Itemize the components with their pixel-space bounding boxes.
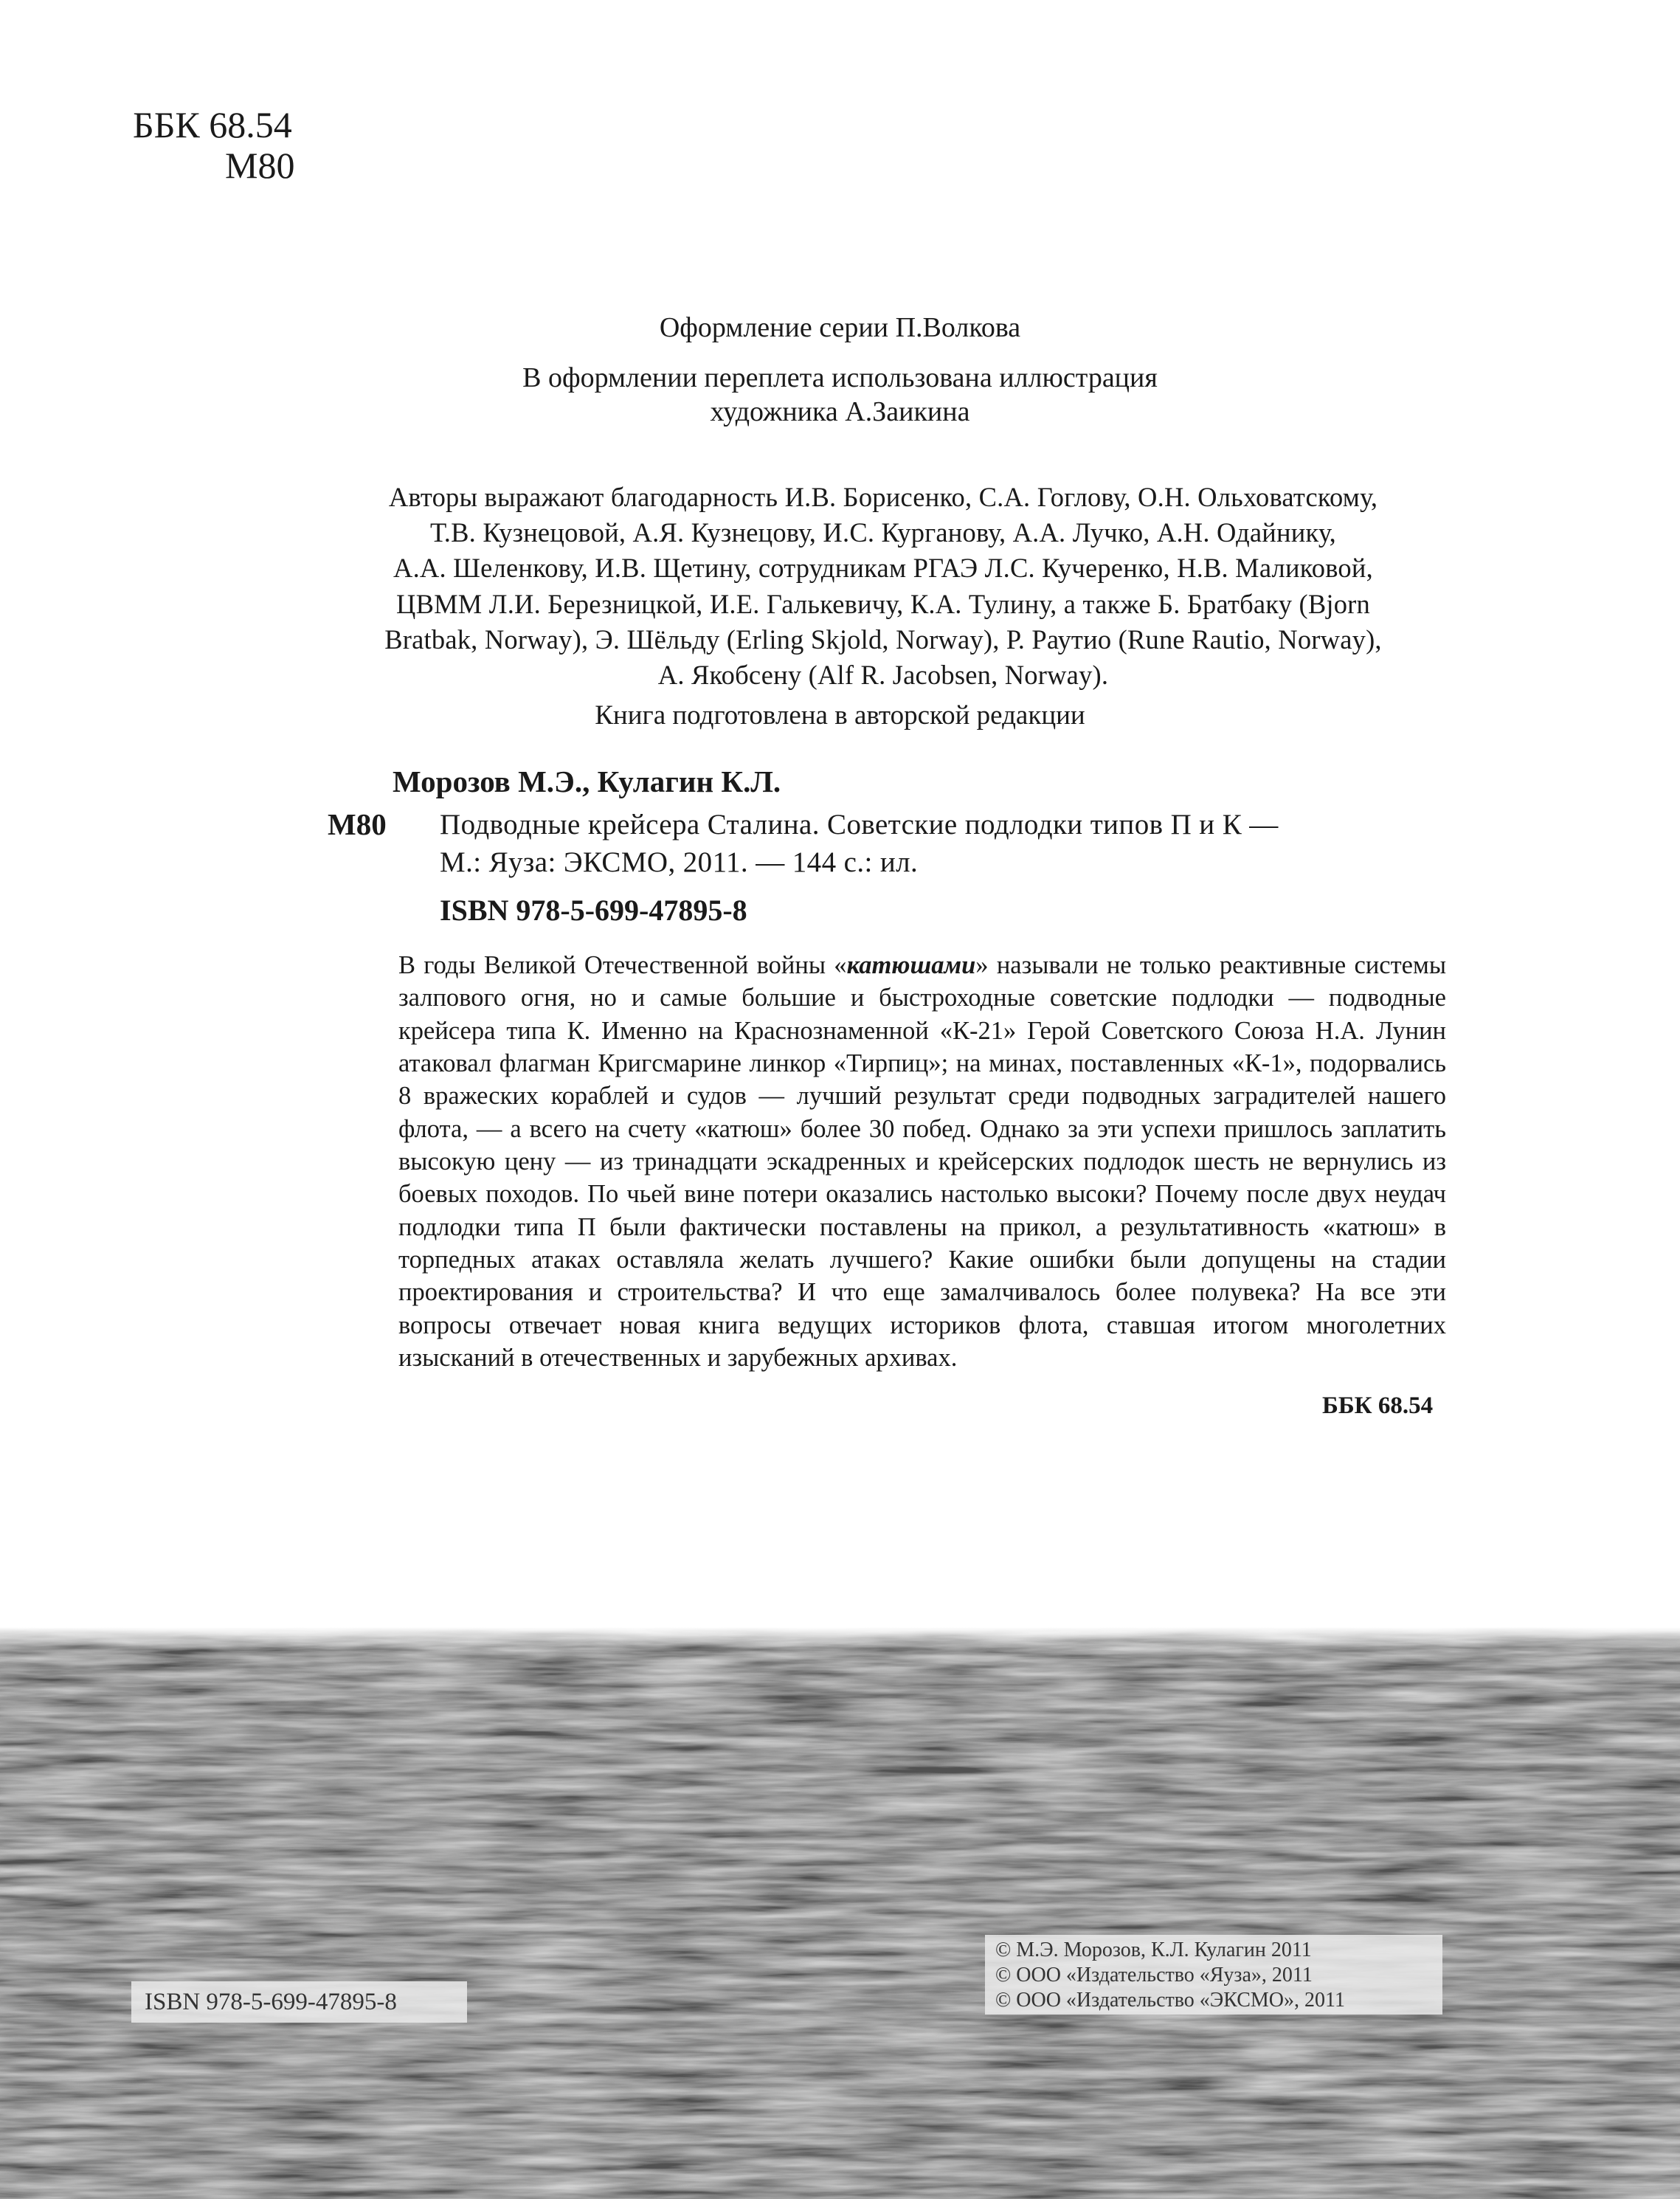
back-isbn: ISBN 978-5-699-47895-8: [131, 1981, 467, 2023]
copyright-line: © ООО «Издательство «ЭКСМО», 2011: [995, 1989, 1345, 2012]
sea-waves: [0, 1627, 1680, 2199]
series-design-credit: Оформление серии П.Волкова: [659, 312, 1021, 343]
catalog-title-line: Подводные крейсера Сталина. Советские подлодки типов П и К —: [440, 809, 1279, 840]
sea-photo: [0, 1627, 1680, 2199]
annotation-text: [398, 949, 1446, 1374]
footer-bbk: ББК 68.54: [1322, 1392, 1434, 1419]
cover-credit-line-1: В оформлении переплета использована иллюстрация: [522, 362, 1158, 393]
catalog-authors: Морозов М.Э., Кулагин К.Л.: [393, 764, 781, 798]
acknowledgements: [319, 480, 1448, 693]
bbk-code: ББК 68.54: [133, 104, 292, 145]
catalog-imprint-line: М.: Яуза: ЭКСМО, 2011. — 144 с.: ил.: [440, 846, 919, 878]
annotation-emphasis: катюшами: [846, 951, 976, 979]
copyright-line: © М.Э. Морозов, К.Л. Кулагин 2011: [995, 1939, 1312, 1961]
catalog-description: [440, 807, 1451, 881]
cover-illustration-credit: [0, 362, 1680, 429]
annotation-part: В годы Великой Отечественной войны «: [398, 951, 847, 979]
annotation: [398, 949, 1446, 1374]
edition-note: Книга подготовлена в авторской редакции: [595, 700, 1085, 731]
copyright-notice: [985, 1935, 1442, 2015]
catalog-isbn: ISBN 978-5-699-47895-8: [440, 894, 747, 927]
cover-credit-line-2: художника А.Заикина: [710, 396, 970, 427]
sea-illustration: [0, 1627, 1680, 2199]
bbk-classification: [133, 105, 294, 186]
ack-line: А.А. Шеленкову, И.В. Щетину, сотрудникам РГАЭ Л.С. Кучеренко, Н.В. Маликовой,: [393, 553, 1373, 584]
ack-line: А. Якобсену (Alf R. Jacobsen, Norway).: [657, 659, 1109, 690]
author-code: М80: [225, 145, 295, 186]
ack-line: Т.В. Кузнецовой, А.Я. Кузнецову, И.С. Курганову, А.А. Лучко, А.Н. Одайнику,: [429, 517, 1337, 548]
catalog-code: М80: [328, 807, 387, 841]
horizon-fade: [0, 1627, 1680, 1649]
ack-line: ЦВММ Л.И. Березницкой, И.Е. Галькевичу, К.А. Тулину, а также Б. Братбаку (Bjorn: [396, 588, 1370, 619]
annotation-part: » называли не только реактивные системы залпового огня, но и самые большие и быстроходные советские подлодки — подводные крейсера типа К. Именно на Краснознаменной «К-21» Герой Советского Союза Н.А. Лунин атаковал флагман Кригсмарине линкор «Тирпиц»; на минах, поставленных «К-1», подорвались 8 вражеских кораблей и судов — лучший результат среди подводных заградителей нашего флота, — а всего на счету «катюш» более 30 побед. Однако за эти успехи пришлось заплатить высокую цену — из тринадцати эскадренных и крейсерских подлодок шесть не вернулись из боевых походов. По чьей вине потери оказались настолько высоки? Почему после двух неудач подлодки типа П были фактически поставлены на прикол, а результативность «катюш» в торпедных атаках оставляла желать лучшего? Какие ошибки были допущены на стадии проектирования и строительства? И что еще замалчивалось более полувека? На все эти вопросы отвечает новая книга ведущих историков флота, ставшая итогом многолетних изысканий в отечественных и зарубежных архивах.: [398, 951, 1447, 1372]
copyright-line: © ООО «Издательство «Яуза», 2011: [995, 1964, 1313, 1986]
ack-line: Bratbak, Norway), Э. Шёльду (Erling Skjold, Norway), Р. Раутио (Rune Rautio, Norway),: [384, 624, 1382, 655]
ack-line: Авторы выражают благодарность И.В. Борисенко, С.А. Гоглову, О.Н. Ольховатскому,: [388, 482, 1378, 512]
